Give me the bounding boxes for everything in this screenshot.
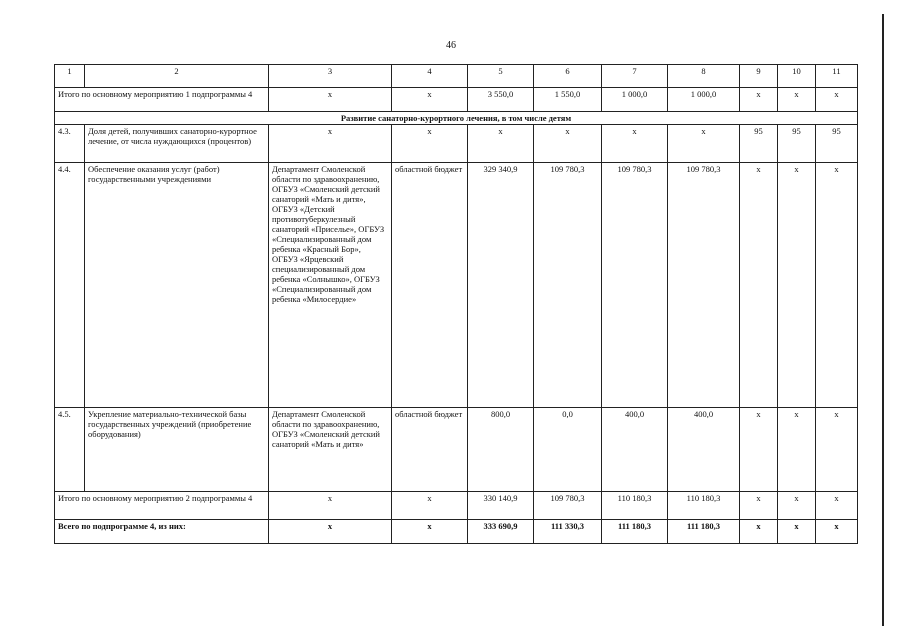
table-cell: x [778,88,816,112]
grand-total-label: Всего по подпрограмме 4, из них: [55,520,269,544]
table-cell: 330 140,9 [468,492,534,520]
table-cell: x [269,520,392,544]
table-cell: x [269,492,392,520]
table-cell: 1 000,0 [668,88,740,112]
table-cell: 329 340,9 [468,163,534,408]
table-cell: x [602,125,668,163]
total-label: Итого по основному мероприятию 2 подпрограммы 4 [55,492,269,520]
row-name: Обеспечение оказания услуг (работ) государственными учреждениями [85,163,269,408]
row-name: Укрепление материально-технической базы государственных учреждений (приобретение оборудования) [85,408,269,492]
row-number: 4.5. [55,408,85,492]
table-cell: 0,0 [534,408,602,492]
table-cell: 111 180,3 [668,520,740,544]
table-cell: x [816,88,858,112]
row-executor: x [269,125,392,163]
table-cell: x [392,492,468,520]
table-cell: x [740,408,778,492]
table-cell: x [816,492,858,520]
header-cell: 8 [668,65,740,88]
table-cell: 400,0 [602,408,668,492]
table-cell: x [816,520,858,544]
section-title: Развитие санаторно-курортного лечения, в том числе детям [55,112,858,125]
table-cell: 109 780,3 [534,492,602,520]
header-cell: 7 [602,65,668,88]
row-number: 4.3. [55,125,85,163]
table-cell: x [468,125,534,163]
table-cell: 110 180,3 [668,492,740,520]
table-row [55,408,858,492]
row-executor: Департамент Смоленской области по здравоохранению, ОГБУЗ «Смоленский детский санаторий «Мать и дитя», ОГБУЗ «Детский противотуберкулезный санаторий «Приселье», ОГБУЗ «Специализированный дом ребенка «Красный Бор», ОГБУЗ «Ярцевский специализированный дом ребенка «Солнышко», ОГБУЗ «Специализированный дом ребенка «Милосердие» [269,163,392,408]
header-cell: 2 [85,65,269,88]
total-label: Итого по основному мероприятию 1 подпрограммы 4 [55,88,269,112]
table-cell: x [392,520,468,544]
table-cell: 400,0 [668,408,740,492]
table-cell: 109 780,3 [534,163,602,408]
table-cell: x [778,163,816,408]
table-cell: 111 180,3 [602,520,668,544]
table-cell: x [778,408,816,492]
table-row [55,163,858,408]
section-row [55,112,858,125]
table-cell: x [740,520,778,544]
table-cell: x [778,492,816,520]
table-cell: x [668,125,740,163]
header-cell: 5 [468,65,534,88]
page-number: 46 [446,40,456,51]
table-cell: 3 550,0 [468,88,534,112]
table-cell: 1 000,0 [602,88,668,112]
row-source: x [392,125,468,163]
table-cell: 109 780,3 [668,163,740,408]
table-cell: 109 780,3 [602,163,668,408]
table-cell: 95 [778,125,816,163]
row-source: областной бюджет [392,163,468,408]
header-cell: 4 [392,65,468,88]
table-cell: 110 180,3 [602,492,668,520]
table-cell: x [534,125,602,163]
header-cell: 10 [778,65,816,88]
table-cell: x [740,88,778,112]
table-cell: x [816,163,858,408]
budget-table [54,64,858,544]
header-row [55,65,858,88]
table-cell: x [740,163,778,408]
grand-total-row [55,520,858,544]
right-margin-rule [882,14,884,626]
header-cell: 11 [816,65,858,88]
table-row [55,125,858,163]
total-row-activity-1 [55,88,858,112]
table-cell: 800,0 [468,408,534,492]
table-cell: x [816,408,858,492]
table-cell: 95 [740,125,778,163]
header-cell: 6 [534,65,602,88]
table-cell: x [269,88,392,112]
table-cell: x [778,520,816,544]
table-cell: 95 [816,125,858,163]
table-cell: x [392,88,468,112]
table-cell: 1 550,0 [534,88,602,112]
header-cell: 1 [55,65,85,88]
row-executor: Департамент Смоленской области по здравоохранению, ОГБУЗ «Смоленский детский санаторий «Мать и дитя» [269,408,392,492]
row-source: областной бюджет [392,408,468,492]
table-cell: x [740,492,778,520]
table-cell: 111 330,3 [534,520,602,544]
header-cell: 3 [269,65,392,88]
header-cell: 9 [740,65,778,88]
total-row-activity-2 [55,492,858,520]
row-number: 4.4. [55,163,85,408]
row-name: Доля детей, получивших санаторно-курортное лечение, от числа нуждающихся (процентов) [85,125,269,163]
table-cell: 333 690,9 [468,520,534,544]
